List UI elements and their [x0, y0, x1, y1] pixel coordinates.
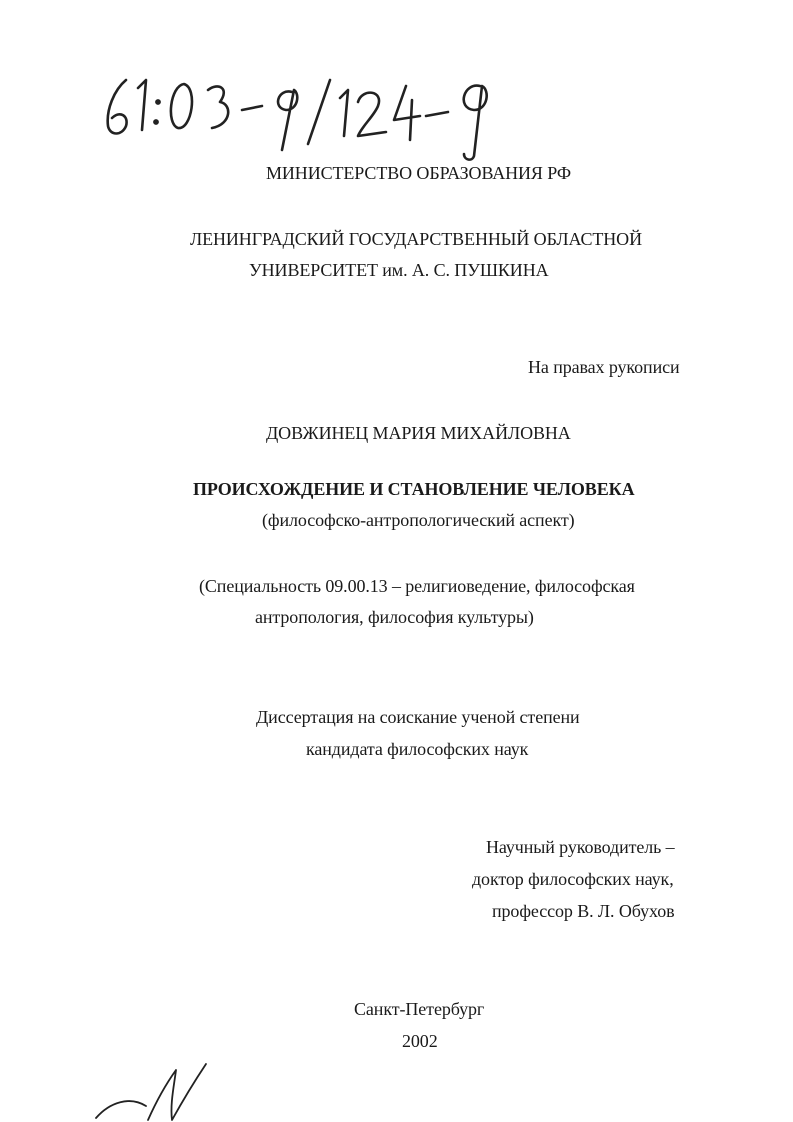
handwritten-archive-number [96, 66, 516, 166]
author-name: ДОВЖИНЕЦ МАРИЯ МИХАЙЛОВНА [266, 423, 571, 443]
dissertation-degree-line-1: Диссертация на соискание ученой степени [256, 707, 580, 727]
dissertation-degree-line-2: кандидата философских наук [306, 739, 529, 759]
city: Санкт-Петербург [354, 999, 485, 1019]
university-line-1: ЛЕНИНГРАДСКИЙ ГОСУДАРСТВЕННЫЙ ОБЛАСТНОЙ [190, 229, 642, 249]
specialty-line-1: (Специальность 09.00.13 – религиоведение, философская [199, 576, 635, 596]
university-line-2: УНИВЕРСИТЕТ им. А. С. ПУШКИНА [249, 260, 549, 280]
year: 2002 [402, 1031, 438, 1051]
ministry-heading: МИНИСТЕРСТВО ОБРАЗОВАНИЯ РФ [266, 163, 571, 183]
specialty-line-2: антропология, философия культуры) [255, 607, 534, 627]
supervisor-line-1: Научный руководитель – [486, 837, 675, 857]
supervisor-line-3: профессор В. Л. Обухов [492, 901, 675, 921]
manuscript-rights-note: На правах рукописи [528, 357, 680, 377]
dissertation-title: ПРОИСХОЖДЕНИЕ И СТАНОВЛЕНИЕ ЧЕЛОВЕКА [193, 479, 635, 499]
handwritten-signature [90, 1062, 230, 1122]
supervisor-line-2: доктор философских наук, [472, 869, 674, 889]
dissertation-subtitle: (философско-антропологический аспект) [262, 510, 575, 530]
